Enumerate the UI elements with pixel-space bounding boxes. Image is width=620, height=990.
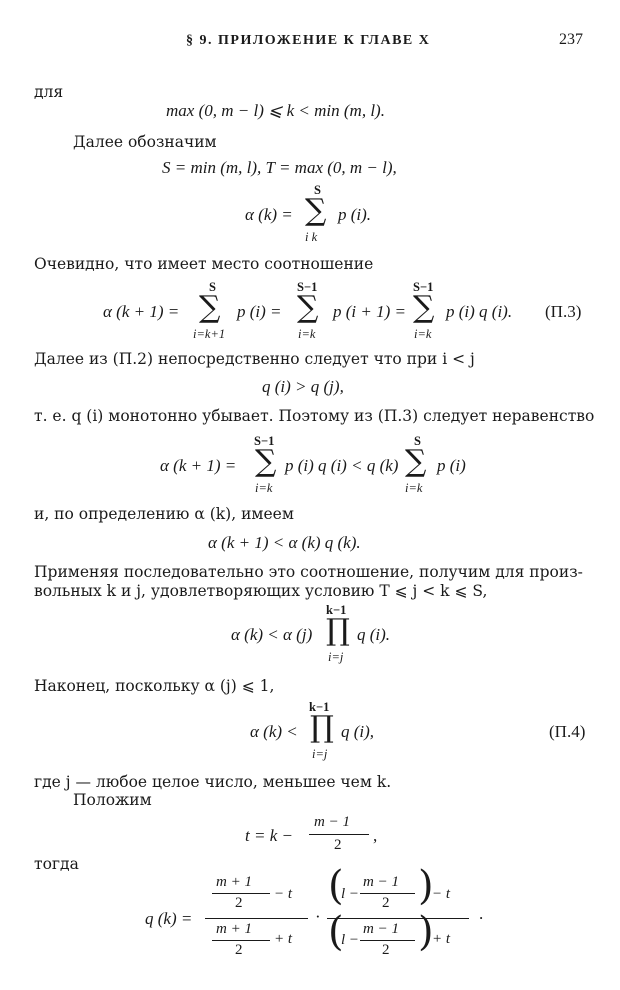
right-paren: ): [418, 863, 434, 909]
left-paren: (: [328, 909, 344, 955]
fraction-bar: [327, 918, 469, 919]
page-number: 237: [559, 31, 583, 48]
sum-sign: ∑: [297, 290, 319, 325]
sum-sign: ∑: [305, 193, 327, 228]
formula-q-order: q (i) > q (j),: [262, 377, 344, 396]
formula-S-T: S = min (m, l), T = max (0, m − l),: [162, 158, 397, 177]
sum-sign: ∑: [255, 444, 277, 479]
text-line: Применяя последовательно это соотношение, получим для произ-: [34, 563, 583, 581]
text-line: Далее обозначим: [73, 133, 217, 151]
text-line: и, по определению α (k), имеем: [34, 505, 294, 523]
left-paren: (: [328, 863, 344, 909]
product-sign: ∏: [326, 613, 350, 648]
text-line: т. е. q (i) монотонно убывает. Поэтому из (П.3) следует неравенство: [34, 407, 595, 425]
text-line: тогда: [34, 855, 79, 873]
sum-sign: ∑: [405, 444, 427, 479]
fraction-bar: [360, 940, 415, 941]
text-line: Наконец, поскольку α (j) ⩽ 1,: [34, 677, 275, 695]
fraction-bar: [360, 893, 415, 894]
text-line: Далее из (П.2) непосредственно следует что при i < j: [34, 350, 475, 368]
equation-label: (П.4): [549, 722, 586, 741]
equation-label: (П.3): [545, 302, 582, 321]
text-line: где j — любое целое число, меньшее чем k.: [34, 773, 392, 791]
sum-sign: ∑: [413, 290, 435, 325]
running-header: § 9. ПРИЛОЖЕНИЕ К ГЛАВЕ X: [186, 33, 431, 48]
text-line: для: [34, 83, 64, 101]
fraction-bar: [212, 940, 270, 941]
product-sign: ∏: [310, 710, 334, 745]
text-line: вольных k и j, удовлетворяющих условию T ⩽ j < k ⩽ S,: [34, 582, 488, 600]
fraction-bar: [205, 918, 308, 919]
text-line: Положим: [73, 791, 152, 809]
fraction-bar: [309, 834, 369, 835]
fraction-bar: [212, 893, 270, 894]
formula-alpha-step: α (k + 1) < α (k) q (k).: [208, 533, 361, 552]
sum-sign: ∑: [199, 290, 221, 325]
text-line: Очевидно, что имеет место соотношение: [34, 255, 374, 273]
right-paren: ): [418, 909, 434, 955]
formula-bounds: max (0, m − l) ⩽ k < min (m, l).: [166, 101, 385, 120]
